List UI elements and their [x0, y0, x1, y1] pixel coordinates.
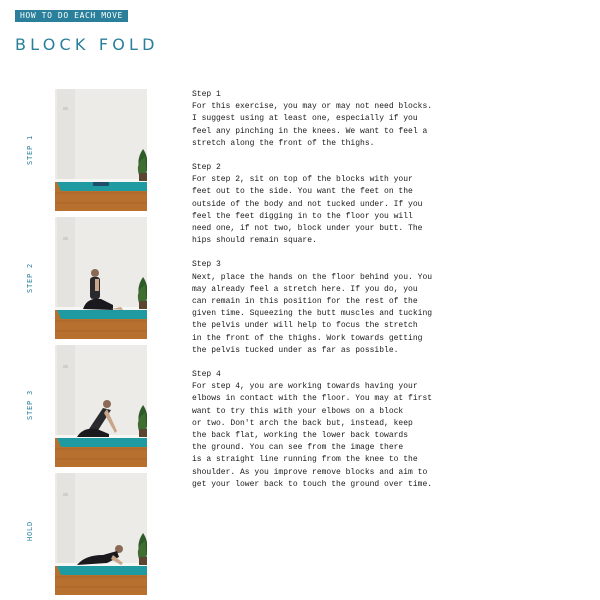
step-4-line: get your lower back to touch the ground over time. — [192, 479, 433, 489]
step-2-heading: Step 2 — [192, 163, 221, 173]
step-1-block — [192, 89, 452, 150]
hold-photo — [55, 473, 147, 595]
step-2-line: hips should remain square. — [192, 236, 317, 246]
step-2-line: feel the feet digging in to the floor you will — [192, 211, 413, 221]
step-3-line: the pelvis under will help to focus the stretch — [192, 321, 418, 331]
step-1-heading: Step 1 — [192, 90, 221, 99]
step-4-line: or two. Don't arch the back but, instead, keep — [192, 418, 413, 428]
step-1-line: For this exercise, you may or may not need blocks. — [192, 102, 433, 112]
step-4-line: is a straight line running from the knee to the — [192, 455, 418, 465]
step-2-line: need one, if not two, block under your butt. The — [192, 224, 423, 234]
step-3-line: may already feel a stretch here. If you do, you — [192, 284, 418, 294]
step-4-heading: Step 4 — [192, 370, 221, 380]
step-2-line: For step 2, sit on top of the blocks with your — [192, 175, 413, 185]
step-4-line: want to try this with your elbows on a block — [192, 406, 404, 416]
step-4-line: For step 4, you are working towards having your — [192, 382, 418, 392]
step-4-line: the ground. You can see from the image there — [192, 443, 404, 453]
step-1-line: I suggest using at least one, especially if you — [192, 114, 418, 124]
step-2-line: feet out to the side. You want the feet on the — [192, 187, 413, 197]
step-4-line: shoulder. As you improve remove blocks and aim to — [192, 467, 428, 477]
section-tag: HOW TO DO EACH MOVE — [15, 10, 128, 22]
step-2-line: outside of the body and not tucked under. If you — [192, 199, 423, 209]
instructions — [192, 89, 452, 503]
page-title: BLOCK FOLD — [15, 34, 159, 54]
step-4-line: the back flat, working the lower back towards — [192, 431, 409, 441]
step-1-line: stretch along the front of the thighs. — [192, 138, 375, 148]
step-3-line: in the front of the thighs. Work towards getting — [192, 333, 423, 343]
step-4-block — [192, 369, 452, 491]
step-2-photo — [55, 217, 147, 339]
step-3-line: given time. Squeezing the butt muscles and tucking — [192, 309, 433, 319]
step-4-line: elbows in contact with the floor. You may at first — [192, 394, 433, 404]
step-2-block — [192, 162, 452, 247]
step-3-heading: Step 3 — [192, 260, 221, 270]
step-3-photo — [55, 345, 147, 467]
step-3-line: Next, place the hands on the floor behind you. You — [192, 272, 433, 282]
step-1-photo — [55, 89, 147, 211]
step-3-block — [192, 259, 452, 357]
step-3-line: the pelvis tucked under as far as possible. — [192, 345, 399, 355]
step-3-line: can remain in this position for the rest of the — [192, 297, 418, 307]
step-1-line: feel any pinching in the knees. We want to feel a — [192, 126, 428, 136]
